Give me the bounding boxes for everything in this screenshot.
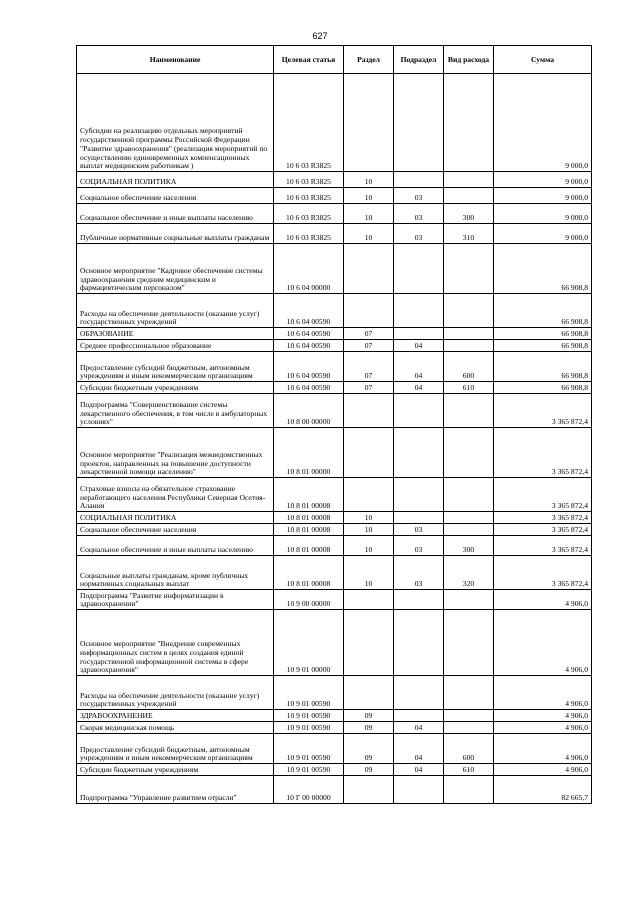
row-section [344, 394, 394, 428]
row-subsection [394, 590, 444, 610]
row-expense-type [444, 188, 494, 204]
row-expense-type: 300 [444, 204, 494, 224]
row-section: 10 [344, 204, 394, 224]
table-row [77, 382, 592, 394]
table-row [77, 478, 592, 512]
row-name: СОЦИАЛЬНАЯ ПОЛИТИКА [77, 172, 274, 188]
row-target: 10 6 04 00590 [274, 352, 344, 382]
table-row [77, 722, 592, 734]
row-sum: 3 365 872,4 [494, 536, 592, 556]
row-target: 10 Г 00 00000 [274, 776, 344, 804]
row-section [344, 590, 394, 610]
row-name: Субсидии бюджетным учреждениям [77, 764, 274, 776]
row-sum: 9 000,0 [494, 74, 592, 172]
row-subsection: 04 [394, 352, 444, 382]
header-subsection: Подраздел [394, 46, 444, 74]
table-row [77, 294, 592, 328]
row-sum: 4 906,0 [494, 710, 592, 722]
row-section: 07 [344, 352, 394, 382]
row-sum: 4 906,0 [494, 734, 592, 764]
row-name: Основное мероприятие "Реализация межведомственных проектов, направленных на повышение доступности лекарственной помощи населению" [77, 428, 274, 478]
row-section: 09 [344, 710, 394, 722]
row-sum: 66 908,8 [494, 244, 592, 294]
row-expense-type [444, 512, 494, 524]
row-target: 10 8 01 00008 [274, 478, 344, 512]
row-section: 10 [344, 512, 394, 524]
row-name: СОЦИАЛЬНАЯ ПОЛИТИКА [77, 512, 274, 524]
row-sum: 3 365 872,4 [494, 524, 592, 536]
row-section: 09 [344, 734, 394, 764]
row-name: Расходы на обеспечение деятельности (оказание услуг) государственных учреждений [77, 294, 274, 328]
row-expense-type: 610 [444, 382, 494, 394]
row-target: 10 6 04 00590 [274, 340, 344, 352]
row-section: 10 [344, 224, 394, 244]
row-target: 10 6 04 00000 [274, 244, 344, 294]
table-row [77, 204, 592, 224]
row-target: 10 6 03 R3825 [274, 204, 344, 224]
table-row [77, 764, 592, 776]
row-target: 10 8 01 00000 [274, 428, 344, 478]
row-subsection: 04 [394, 722, 444, 734]
row-section [344, 294, 394, 328]
table-row [77, 74, 592, 172]
table-row [77, 328, 592, 340]
row-subsection: 04 [394, 382, 444, 394]
row-section: 07 [344, 340, 394, 352]
row-name: Расходы на обеспечение деятельности (оказание услуг) государственных учреждений [77, 676, 274, 710]
row-name: Субсидии бюджетным учреждениям [77, 382, 274, 394]
table-row [77, 394, 592, 428]
row-section: 10 [344, 524, 394, 536]
table-row [77, 352, 592, 382]
row-section: 07 [344, 328, 394, 340]
row-sum: 3 365 872,4 [494, 478, 592, 512]
row-subsection [394, 74, 444, 172]
row-expense-type [444, 340, 494, 352]
header-section: Раздел [344, 46, 394, 74]
header-target: Целевая статья [274, 46, 344, 74]
row-section [344, 776, 394, 804]
row-sum: 9 000,0 [494, 204, 592, 224]
row-sum: 66 908,8 [494, 294, 592, 328]
budget-table [76, 45, 592, 804]
row-target: 10 9 01 00590 [274, 722, 344, 734]
row-expense-type [444, 478, 494, 512]
row-expense-type [444, 676, 494, 710]
row-sum: 4 906,0 [494, 590, 592, 610]
row-section [344, 610, 394, 676]
table-row [77, 172, 592, 188]
row-name: Предоставление субсидий бюджетным, автономным учреждениям и иным некоммерческим организациям [77, 734, 274, 764]
header-sum: Сумма [494, 46, 592, 74]
row-name: Социальное обеспечение и иные выплаты населению [77, 536, 274, 556]
row-target: 10 6 04 00590 [274, 294, 344, 328]
row-subsection: 03 [394, 524, 444, 536]
row-expense-type [444, 172, 494, 188]
row-sum: 9 000,0 [494, 224, 592, 244]
row-target: 10 6 03 R3825 [274, 74, 344, 172]
row-subsection [394, 244, 444, 294]
row-subsection: 04 [394, 340, 444, 352]
table-row [77, 524, 592, 536]
row-subsection: 03 [394, 224, 444, 244]
row-expense-type [444, 524, 494, 536]
table-row [77, 224, 592, 244]
row-subsection: 03 [394, 188, 444, 204]
row-subsection: 04 [394, 734, 444, 764]
row-subsection [394, 512, 444, 524]
row-target: 10 9 01 00590 [274, 764, 344, 776]
row-section: 10 [344, 536, 394, 556]
row-name: Основное мероприятие "Кадровое обеспечение системы здравоохранения средним медицинским и фармацевтическим персоналом" [77, 244, 274, 294]
row-expense-type: 600 [444, 352, 494, 382]
row-target: 10 8 01 00008 [274, 524, 344, 536]
row-name: Среднее профессиональное образование [77, 340, 274, 352]
row-subsection [394, 172, 444, 188]
row-sum: 4 906,0 [494, 676, 592, 710]
row-name: Основное мероприятие "Внедрение современных информационных систем в целях создания единой государственной информационной системы в сфере здравоохранения" [77, 610, 274, 676]
row-subsection [394, 676, 444, 710]
row-section: 10 [344, 172, 394, 188]
row-sum: 9 000,0 [494, 188, 592, 204]
row-name: Социальное обеспечение населения [77, 524, 274, 536]
table-row [77, 556, 592, 590]
header-name: Наименование [77, 46, 274, 74]
row-name: Подпрограмма "Управление развитием отрасли" [77, 776, 274, 804]
row-expense-type [444, 328, 494, 340]
row-sum: 3 365 872,4 [494, 556, 592, 590]
table-row [77, 710, 592, 722]
row-target: 10 9 01 00590 [274, 676, 344, 710]
table-body [77, 74, 592, 804]
row-target: 10 6 03 R3825 [274, 172, 344, 188]
row-sum: 82 665,7 [494, 776, 592, 804]
row-expense-type [444, 294, 494, 328]
row-name: Социальные выплаты гражданам, кроме публичных нормативных социальных выплат [77, 556, 274, 590]
row-sum: 9 000,0 [494, 172, 592, 188]
row-name: Подпрограмма "Совершенствование системы лекарственного обеспечения, в том числе в амбулаторных условиях" [77, 394, 274, 428]
row-subsection [394, 610, 444, 676]
row-subsection [394, 328, 444, 340]
table-row [77, 734, 592, 764]
row-subsection: 03 [394, 536, 444, 556]
row-name: Скорая медицинская помощь [77, 722, 274, 734]
row-section [344, 478, 394, 512]
row-subsection [394, 710, 444, 722]
row-expense-type [444, 394, 494, 428]
row-sum: 4 906,0 [494, 764, 592, 776]
row-subsection: 04 [394, 764, 444, 776]
table-row [77, 776, 592, 804]
row-name: Публичные нормативные социальные выплаты гражданам [77, 224, 274, 244]
row-target: 10 8 00 00000 [274, 394, 344, 428]
row-target: 10 9 01 00590 [274, 734, 344, 764]
row-subsection [394, 394, 444, 428]
row-subsection: 03 [394, 556, 444, 590]
row-sum: 66 908,8 [494, 340, 592, 352]
table-row [77, 244, 592, 294]
row-subsection [394, 776, 444, 804]
row-name: ЗДРАВООХРАНЕНИЕ [77, 710, 274, 722]
row-section: 09 [344, 764, 394, 776]
row-expense-type [444, 74, 494, 172]
row-target: 10 9 00 00000 [274, 590, 344, 610]
row-target: 10 8 01 00008 [274, 512, 344, 524]
row-sum: 4 906,0 [494, 722, 592, 734]
row-name: Предоставление субсидий бюджетным, автономным учреждениям и иным некоммерческим организациям [77, 352, 274, 382]
table-row [77, 610, 592, 676]
row-name: Социальное обеспечение и иные выплаты населению [77, 204, 274, 224]
row-target: 10 8 01 00008 [274, 536, 344, 556]
row-expense-type [444, 722, 494, 734]
row-section [344, 74, 394, 172]
row-target: 10 6 03 R3825 [274, 224, 344, 244]
row-target: 10 6 04 00590 [274, 328, 344, 340]
row-target: 10 6 04 00590 [274, 382, 344, 394]
row-target: 10 9 01 00590 [274, 710, 344, 722]
row-target: 10 9 01 00000 [274, 610, 344, 676]
header-expense-type: Вид расхода [444, 46, 494, 74]
row-section [344, 244, 394, 294]
row-section [344, 428, 394, 478]
row-sum: 3 365 872,4 [494, 428, 592, 478]
row-sum: 66 908,8 [494, 328, 592, 340]
table-row [77, 536, 592, 556]
row-expense-type: 300 [444, 536, 494, 556]
row-expense-type [444, 244, 494, 294]
row-section: 10 [344, 188, 394, 204]
table-row [77, 188, 592, 204]
table-row [77, 512, 592, 524]
row-name: Субсидии на реализацию отдельных мероприятий государственной программы Российской Федерации "Развитие здравоохранения" (реализация мероприятий по осуществлению единовременных компенсационных выплат медицинским работникам ) [77, 74, 274, 172]
row-expense-type [444, 776, 494, 804]
row-name: Социальное обеспечение населения [77, 188, 274, 204]
row-section: 10 [344, 556, 394, 590]
table-header [77, 46, 592, 74]
row-section: 09 [344, 722, 394, 734]
row-sum: 66 908,8 [494, 352, 592, 382]
row-expense-type [444, 590, 494, 610]
row-subsection [394, 294, 444, 328]
row-target: 10 6 03 R3825 [274, 188, 344, 204]
row-target: 10 8 01 00008 [274, 556, 344, 590]
row-subsection: 03 [394, 204, 444, 224]
table-row [77, 590, 592, 610]
row-expense-type: 600 [444, 734, 494, 764]
row-sum: 3 365 872,4 [494, 512, 592, 524]
row-section [344, 676, 394, 710]
row-sum: 4 906,0 [494, 610, 592, 676]
row-expense-type [444, 710, 494, 722]
row-expense-type: 610 [444, 764, 494, 776]
table-row [77, 428, 592, 478]
row-expense-type [444, 428, 494, 478]
row-sum: 3 365 872,4 [494, 394, 592, 428]
row-expense-type [444, 610, 494, 676]
table-row [77, 340, 592, 352]
table-row [77, 676, 592, 710]
row-sum: 66 908,8 [494, 382, 592, 394]
row-name: Подпрограмма "Развитие информатизации в здравоохранении" [77, 590, 274, 610]
row-expense-type: 310 [444, 224, 494, 244]
page-number: 627 [312, 31, 328, 41]
row-name: ОБРАЗОВАНИЕ [77, 328, 274, 340]
row-subsection [394, 428, 444, 478]
row-expense-type: 320 [444, 556, 494, 590]
row-section: 07 [344, 382, 394, 394]
row-subsection [394, 478, 444, 512]
row-name: Страховые взносы на обязательное страхование неработающего населения Республики Северная Осетия-Алания [77, 478, 274, 512]
